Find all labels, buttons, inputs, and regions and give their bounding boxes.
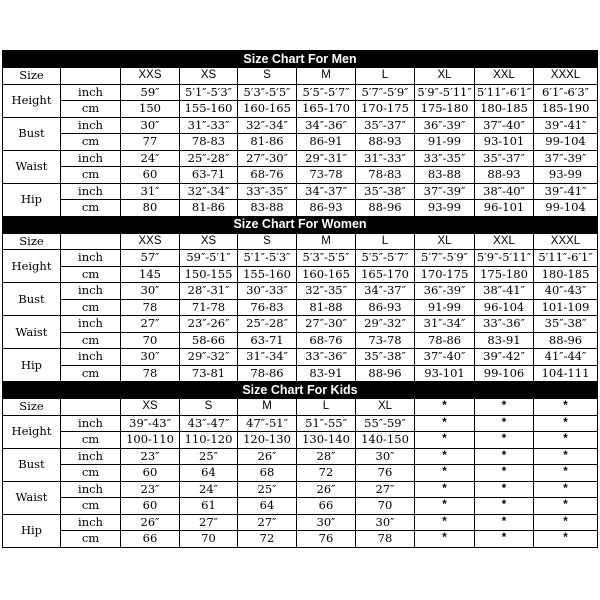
size-label: Size [3,399,61,416]
measurement-row [3,448,598,465]
value-cell: 38″-40″ [475,183,534,200]
size-header-cell: * [475,399,534,416]
value-cell: 155-160 [238,266,297,283]
value-cell: * [415,415,475,432]
value-cell: 27″ [238,514,297,531]
value-cell: 57″ [121,250,180,267]
value-cell: 78 [121,365,180,382]
value-cell: 31″-34″ [415,316,475,333]
value-cell: 5′5″-5′7″ [297,84,356,101]
value-cell: 39″-42″ [475,349,534,366]
value-cell: 78-83 [356,167,415,184]
value-cell: 60 [121,465,180,482]
value-cell: 5′5″-5′7″ [356,250,415,267]
measurement-row [3,200,598,217]
value-cell: * [415,498,475,515]
value-cell: 93-101 [415,365,475,382]
value-cell: 34″-37″ [356,283,415,300]
value-cell: 150 [121,101,180,118]
value-cell: * [415,481,475,498]
measurement-row [3,316,598,333]
value-cell: 25″ [238,481,297,498]
value-cell: 31″-34″ [238,349,297,366]
unit-cell: inch [61,481,121,498]
value-cell: 5′1″-5′3″ [238,250,297,267]
value-cell: 170-175 [415,266,475,283]
value-cell: 30″ [121,283,180,300]
measurement-row [3,299,598,316]
value-cell: 59″-5′1″ [180,250,238,267]
value-cell: 68-76 [297,332,356,349]
measurement-row [3,117,598,134]
value-cell: 35″-38″ [356,183,415,200]
unit-cell: cm [61,465,121,482]
value-cell: * [534,432,598,449]
value-cell: 93-101 [475,134,534,151]
value-cell: 33″-36″ [475,316,534,333]
measurement-row [3,332,598,349]
unit-cell: inch [61,183,121,200]
value-cell: 34″-36″ [297,117,356,134]
value-cell: 78 [121,299,180,316]
value-cell: 41″-44″ [534,349,598,366]
value-cell: * [475,448,534,465]
value-cell: 31″ [121,183,180,200]
value-cell: 96-104 [475,299,534,316]
value-cell: 78-86 [415,332,475,349]
value-cell: 175-180 [475,266,534,283]
value-cell: 71-78 [180,299,238,316]
value-cell: 24″ [180,481,238,498]
value-cell: 30″ [121,349,180,366]
value-cell: 25″-28″ [180,150,238,167]
value-cell: 25″-28″ [238,316,297,333]
value-cell: 43″-47″ [180,415,238,432]
value-cell: 140-150 [356,432,415,449]
value-cell: 83-91 [297,365,356,382]
value-cell: 55″-59″ [356,415,415,432]
value-cell: 5′1″-5′3″ [180,84,238,101]
value-cell: 5′3″-5′5″ [238,84,297,101]
value-cell: * [415,531,475,548]
value-cell: 91-99 [415,299,475,316]
value-cell: 33″-36″ [297,349,356,366]
value-cell: 101-109 [534,299,598,316]
value-cell: 5′7″-5′9″ [356,84,415,101]
value-cell: 28″ [297,448,356,465]
size-header-cell: XXL [475,233,534,250]
measurement-row [3,84,598,101]
value-cell: 88-96 [356,200,415,217]
value-cell: 31″-33″ [356,150,415,167]
measurement-row [3,283,598,300]
unit-cell: cm [61,167,121,184]
size-header-cell: M [238,399,297,416]
value-cell: 80 [121,200,180,217]
size-header-cell: L [356,68,415,85]
value-cell: * [534,498,598,515]
value-cell: 72 [297,465,356,482]
value-cell: 25″ [180,448,238,465]
value-cell: 33″-35″ [415,150,475,167]
value-cell: 34″-37″ [297,183,356,200]
size-header-cell: L [297,399,356,416]
value-cell: 76 [297,531,356,548]
value-cell: 27″-30″ [238,150,297,167]
section-title: Size Chart For Men [3,51,598,68]
value-cell: 73-81 [180,365,238,382]
measurement-name: Waist [3,481,61,514]
value-cell: 58-66 [180,332,238,349]
value-cell: * [475,432,534,449]
size-label: Size [3,68,61,85]
value-cell: 180-185 [475,101,534,118]
unit-cell: inch [61,415,121,432]
value-cell: 68-76 [238,167,297,184]
value-cell: 100-110 [121,432,180,449]
size-header-cell: XS [180,233,238,250]
size-header-cell: L [356,233,415,250]
value-cell: 64 [238,498,297,515]
measurement-row [3,531,598,548]
size-header-cell: XXS [121,68,180,85]
size-header-cell: XXL [475,68,534,85]
size-header-cell: M [297,233,356,250]
unit-cell: inch [61,283,121,300]
value-cell: 26″ [297,481,356,498]
value-cell: 23″ [121,448,180,465]
value-cell: 88-93 [475,167,534,184]
size-header-cell: XXS [121,233,180,250]
value-cell: 27″-30″ [297,316,356,333]
unit-cell: inch [61,250,121,267]
value-cell: 86-91 [297,134,356,151]
size-header-cell: M [297,68,356,85]
value-cell: 27″ [121,316,180,333]
value-cell: 27″ [356,481,415,498]
value-cell: 32″-34″ [180,183,238,200]
value-cell: 61 [180,498,238,515]
value-cell: 30″ [297,514,356,531]
size-header-row [3,233,598,250]
value-cell: 30″ [356,514,415,531]
value-cell: 33″-35″ [238,183,297,200]
measurement-row [3,415,598,432]
unit-cell: cm [61,134,121,151]
value-cell: 150-155 [180,266,238,283]
value-cell: 180-185 [534,266,598,283]
unit-cell: cm [61,299,121,316]
size-header-row [3,68,598,85]
measurement-row [3,183,598,200]
value-cell: * [534,481,598,498]
measurement-name: Bust [3,283,61,316]
value-cell: 26″ [121,514,180,531]
unit-cell: cm [61,498,121,515]
value-cell: 66 [297,498,356,515]
value-cell: 99-106 [475,365,534,382]
value-cell: 37″-40″ [415,349,475,366]
size-header-cell: XXXL [534,68,598,85]
value-cell: 73-78 [297,167,356,184]
value-cell: * [475,415,534,432]
value-cell: 76 [356,465,415,482]
value-cell: 78-83 [180,134,238,151]
measurement-name: Hip [3,514,61,547]
unit-cell: cm [61,365,121,382]
measurement-name: Height [3,250,61,283]
value-cell: 66 [121,531,180,548]
value-cell: * [415,448,475,465]
value-cell: 5′11″-6′1″ [475,84,534,101]
size-header-cell: S [238,68,297,85]
value-cell: 83-88 [415,167,475,184]
value-cell: 38″-41″ [475,283,534,300]
measurement-name: Waist [3,316,61,349]
value-cell: 23″ [121,481,180,498]
value-cell: 83-91 [475,332,534,349]
value-cell: 104-111 [534,365,598,382]
section-title: Size Chart For Kids [3,382,598,399]
size-header-cell: * [534,399,598,416]
size-chart-table [2,50,598,548]
value-cell: 165-170 [297,101,356,118]
value-cell: 5′11″-6′1″ [534,250,598,267]
value-cell: 86-93 [297,200,356,217]
value-cell: 99-104 [534,134,598,151]
value-cell: 24″ [121,150,180,167]
value-cell: * [415,465,475,482]
value-cell: 81-88 [297,299,356,316]
value-cell: 28″-31″ [180,283,238,300]
value-cell: * [475,465,534,482]
measurement-row [3,465,598,482]
value-cell: 32″-34″ [238,117,297,134]
value-cell: 5′3″-5′5″ [297,250,356,267]
measurement-row [3,349,598,366]
value-cell: 30″ [356,448,415,465]
measurement-name: Height [3,415,61,448]
unit-cell: inch [61,84,121,101]
measurement-row [3,150,598,167]
value-cell: 78 [356,531,415,548]
value-cell: 160-165 [297,266,356,283]
value-cell: 145 [121,266,180,283]
value-cell: * [534,448,598,465]
value-cell: 29″-32″ [180,349,238,366]
value-cell: 63-71 [180,167,238,184]
measurement-row [3,250,598,267]
size-header-cell: S [238,233,297,250]
unit-cell: cm [61,266,121,283]
unit-cell: inch [61,117,121,134]
value-cell: 6′1″-6′3″ [534,84,598,101]
measurement-row [3,498,598,515]
size-header-cell: * [415,399,475,416]
measurement-name: Bust [3,448,61,481]
value-cell: 77 [121,134,180,151]
value-cell: 81-86 [238,134,297,151]
value-cell: 86-93 [356,299,415,316]
value-cell: 51″-55″ [297,415,356,432]
value-cell: 70 [356,498,415,515]
value-cell: 185-190 [534,101,598,118]
size-header-cell: XL [415,233,475,250]
value-cell: 70 [121,332,180,349]
size-header-cell: XS [180,68,238,85]
measurement-row [3,101,598,118]
value-cell: 35″-38″ [534,316,598,333]
value-cell: 81-86 [180,200,238,217]
value-cell: 88-96 [356,365,415,382]
unit-cell: cm [61,531,121,548]
empty-header-cell [61,233,121,250]
measurement-row [3,134,598,151]
value-cell: 29″-32″ [356,316,415,333]
measurement-row [3,514,598,531]
value-cell: 32″-35″ [297,283,356,300]
value-cell: 78-86 [238,365,297,382]
measurement-name: Height [3,84,61,117]
size-header-cell: XXXL [534,233,598,250]
measurement-name: Hip [3,349,61,382]
value-cell: 88-93 [356,134,415,151]
value-cell: 5′7″-5′9″ [415,250,475,267]
value-cell: * [534,415,598,432]
value-cell: 29″-31″ [297,150,356,167]
value-cell: 96-101 [475,200,534,217]
value-cell: * [475,514,534,531]
value-cell: 30″ [121,117,180,134]
unit-cell: cm [61,332,121,349]
value-cell: 72 [238,531,297,548]
value-cell: * [475,498,534,515]
size-header-cell: XS [121,399,180,416]
value-cell: * [475,481,534,498]
measurement-row [3,481,598,498]
value-cell: 60 [121,167,180,184]
measurement-row [3,167,598,184]
unit-cell: inch [61,349,121,366]
unit-cell: cm [61,101,121,118]
value-cell: 99-104 [534,200,598,217]
value-cell: 170-175 [356,101,415,118]
value-cell: 73-78 [356,332,415,349]
value-cell: 40″-43″ [534,283,598,300]
value-cell: * [475,531,534,548]
unit-cell: inch [61,448,121,465]
value-cell: 5′9″-5′11″ [415,84,475,101]
section-title: Size Chart For Women [3,216,598,233]
value-cell: 23″-26″ [180,316,238,333]
measurement-row [3,266,598,283]
value-cell: 27″ [180,514,238,531]
value-cell: 110-120 [180,432,238,449]
value-cell: 39″-41″ [534,183,598,200]
value-cell: 47″-51″ [238,415,297,432]
value-cell: 36″-39″ [415,283,475,300]
section-title-row [3,216,598,233]
value-cell: 120-130 [238,432,297,449]
measurement-row [3,365,598,382]
unit-cell: inch [61,150,121,167]
value-cell: 31″-33″ [180,117,238,134]
value-cell: 37″-40″ [475,117,534,134]
measurement-name: Waist [3,150,61,183]
value-cell: 39″-41″ [534,117,598,134]
unit-cell: cm [61,200,121,217]
value-cell: 91-99 [415,134,475,151]
value-cell: 59″ [121,84,180,101]
value-cell: 35″-37″ [356,117,415,134]
size-header-row [3,399,598,416]
value-cell: * [534,531,598,548]
value-cell: 155-160 [180,101,238,118]
section-title-row [3,382,598,399]
value-cell: * [534,514,598,531]
value-cell: 60 [121,498,180,515]
value-cell: 64 [180,465,238,482]
value-cell: 175-180 [415,101,475,118]
unit-cell: inch [61,316,121,333]
unit-cell: inch [61,514,121,531]
section-title-row [3,51,598,68]
value-cell: 88-96 [534,332,598,349]
value-cell: 68 [238,465,297,482]
size-label: Size [3,233,61,250]
value-cell: * [415,514,475,531]
value-cell: 130-140 [297,432,356,449]
value-cell: 37″-39″ [534,150,598,167]
measurement-name: Bust [3,117,61,150]
measurement-name: Hip [3,183,61,216]
value-cell: 165-170 [356,266,415,283]
value-cell: 76-83 [238,299,297,316]
value-cell: 35″-37″ [475,150,534,167]
value-cell: 5′9″-5′11″ [475,250,534,267]
measurement-row [3,432,598,449]
size-header-cell: XL [356,399,415,416]
size-header-cell: S [180,399,238,416]
size-header-cell: XL [415,68,475,85]
value-cell: 63-71 [238,332,297,349]
value-cell: 30″-33″ [238,283,297,300]
value-cell: 160-165 [238,101,297,118]
value-cell: 26″ [238,448,297,465]
empty-header-cell [61,68,121,85]
value-cell: * [534,465,598,482]
value-cell: 37″-39″ [415,183,475,200]
value-cell: 35″-38″ [356,349,415,366]
value-cell: 39″-43″ [121,415,180,432]
value-cell: * [415,432,475,449]
value-cell: 36″-39″ [415,117,475,134]
value-cell: 83-88 [238,200,297,217]
value-cell: 70 [180,531,238,548]
value-cell: 93-99 [534,167,598,184]
value-cell: 93-99 [415,200,475,217]
unit-cell: cm [61,432,121,449]
empty-header-cell [61,399,121,416]
size-chart-sheet [2,50,597,548]
